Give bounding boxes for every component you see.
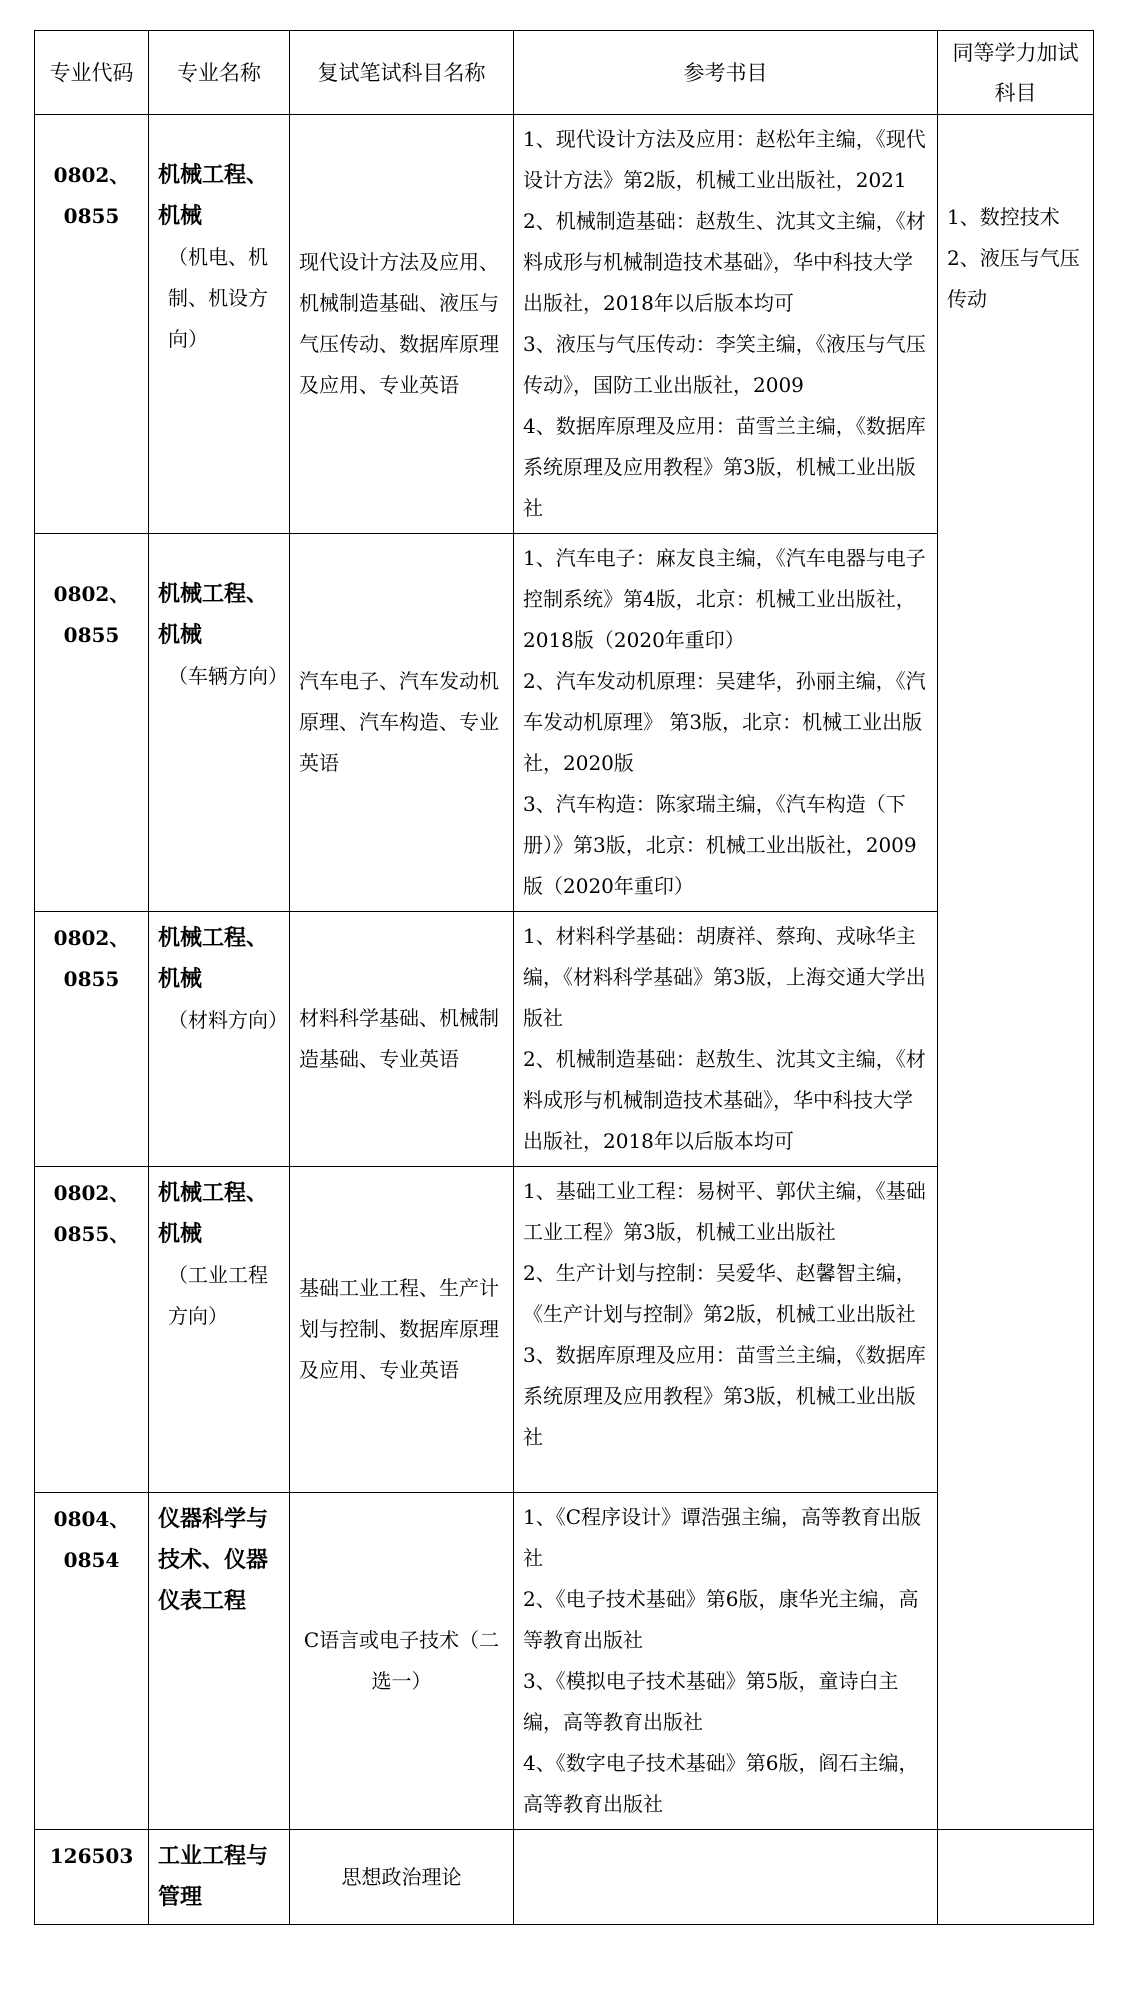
book-item: 1、材料科学基础：胡赓祥、蔡珣、戎咏华主编，《材料科学基础》第3版，上海交通大学出版社 [523, 924, 926, 1030]
book-item: 2、生产计划与控制：吴爱华、赵馨智主编，《生产计划与控制》第2版，机械工业出版社 [523, 1261, 916, 1326]
book-item: 3、《模拟电子技术基础》第5版，童诗白主编，高等教育出版社 [523, 1669, 899, 1734]
major-code: 0802、0855 [35, 115, 149, 534]
header-extra-subjects: 同等学力加试科目 [938, 31, 1094, 115]
book-item: 3、液压与气压传动：李笑主编，《液压与气压传动》，国防工业出版社，2009 [523, 332, 926, 397]
table-row [35, 115, 1094, 534]
major-code: 0802、0855 [35, 912, 149, 1167]
book-item: 1、《C程序设计》谭浩强主编，高等教育出版社 [523, 1505, 922, 1570]
table-row [35, 1167, 1094, 1493]
major-name [149, 534, 290, 912]
major-name [149, 115, 290, 534]
header-major-code: 专业代码 [35, 31, 149, 115]
major-code: 0804、0854 [35, 1493, 149, 1830]
extra-subjects [938, 1830, 1094, 1925]
table-row [35, 1493, 1094, 1830]
major-name [149, 1167, 290, 1493]
table-header-row [35, 31, 1094, 115]
major-name [149, 912, 290, 1167]
major-direction: （机电、机制、机设方向） [168, 245, 268, 351]
book-item: 2、《电子技术基础》第6版，康华光主编，高等教育出版社 [523, 1587, 919, 1652]
extra-subject-item: 2、液压与气压传动 [947, 246, 1080, 311]
exam-subjects: 现代设计方法及应用、机械制造基础、液压与气压传动、数据库原理及应用、专业英语 [290, 115, 514, 534]
major-direction: （车辆方向） [168, 664, 288, 688]
header-exam-subjects: 复试笔试科目名称 [290, 31, 514, 115]
book-item: 1、汽车电子：麻友良主编，《汽车电器与电子控制系统》第4版，北京：机械工业出版社，2018版（2020年重印） [523, 546, 926, 652]
book-item: 3、汽车构造：陈家瑞主编，《汽车构造（下册）》第3版，北京：机械工业出版社，2009版（2020年重印） [523, 792, 917, 898]
exam-subjects: 材料科学基础、机械制造基础、专业英语 [290, 912, 514, 1167]
table-row [35, 1830, 1094, 1925]
major-code: 0802、0855 [35, 534, 149, 912]
extra-subjects [938, 115, 1094, 1830]
major-direction: （材料方向） [168, 1008, 288, 1032]
major-name [149, 1830, 290, 1925]
major-code: 126503 [35, 1830, 149, 1925]
reference-books [514, 534, 938, 912]
reference-books [514, 1830, 938, 1925]
major-name-text: 工业工程与管理 [158, 1843, 269, 1910]
major-direction: （工业工程方向） [168, 1263, 268, 1328]
book-item: 2、汽车发动机原理：吴建华，孙丽主编，《汽车发动机原理》 第3版，北京：机械工业出版社，2020版 [523, 669, 926, 775]
header-reference-books: 参考书目 [514, 31, 938, 115]
book-item: 1、基础工业工程：易树平、郭伏主编，《基础工业工程》第3版，机械工业出版社 [523, 1179, 926, 1244]
major-name [149, 1493, 290, 1830]
exam-subjects: C语言或电子技术（二选一） [290, 1493, 514, 1830]
reference-books [514, 1167, 938, 1493]
reference-books [514, 912, 938, 1167]
table-row [35, 912, 1094, 1167]
major-code: 0802、0855、 [35, 1167, 149, 1493]
book-item: 4、数据库原理及应用：苗雪兰主编，《数据库系统原理及应用教程》第3版，机械工业出版社 [523, 414, 926, 520]
header-major-name: 专业名称 [149, 31, 290, 115]
major-name-text: 机械工程、机械 [158, 925, 269, 992]
major-name-text: 仪器科学与技术、仪器仪表工程 [158, 1506, 269, 1614]
book-item: 1、现代设计方法及应用：赵松年主编，《现代设计方法》第2版，机械工业出版社，2021 [523, 127, 926, 192]
graduate-exam-subjects-table [34, 30, 1094, 1925]
major-name-text: 机械工程、机械 [158, 162, 269, 229]
exam-subjects: 思想政治理论 [290, 1830, 514, 1925]
book-item: 2、机械制造基础：赵敖生、沈其文主编，《材料成形与机械制造技术基础》，华中科技大学出版社，2018年以后版本均可 [523, 1047, 926, 1153]
book-item: 3、数据库原理及应用：苗雪兰主编，《数据库系统原理及应用教程》第3版，机械工业出版社 [523, 1343, 926, 1449]
exam-subjects: 汽车电子、汽车发动机原理、汽车构造、专业英语 [290, 534, 514, 912]
book-item: 4、《数字电子技术基础》第6版，阎石主编，高等教育出版社 [523, 1751, 919, 1816]
table-row [35, 534, 1094, 912]
reference-books [514, 115, 938, 534]
major-name-text: 机械工程、机械 [158, 581, 269, 648]
major-name-text: 机械工程、机械 [158, 1180, 269, 1247]
reference-books [514, 1493, 938, 1830]
extra-subject-item: 1、数控技术 [947, 205, 1060, 229]
exam-subjects: 基础工业工程、生产计划与控制、数据库原理及应用、专业英语 [290, 1167, 514, 1493]
book-item: 2、机械制造基础：赵敖生、沈其文主编，《材料成形与机械制造技术基础》，华中科技大学出版社，2018年以后版本均可 [523, 209, 926, 315]
